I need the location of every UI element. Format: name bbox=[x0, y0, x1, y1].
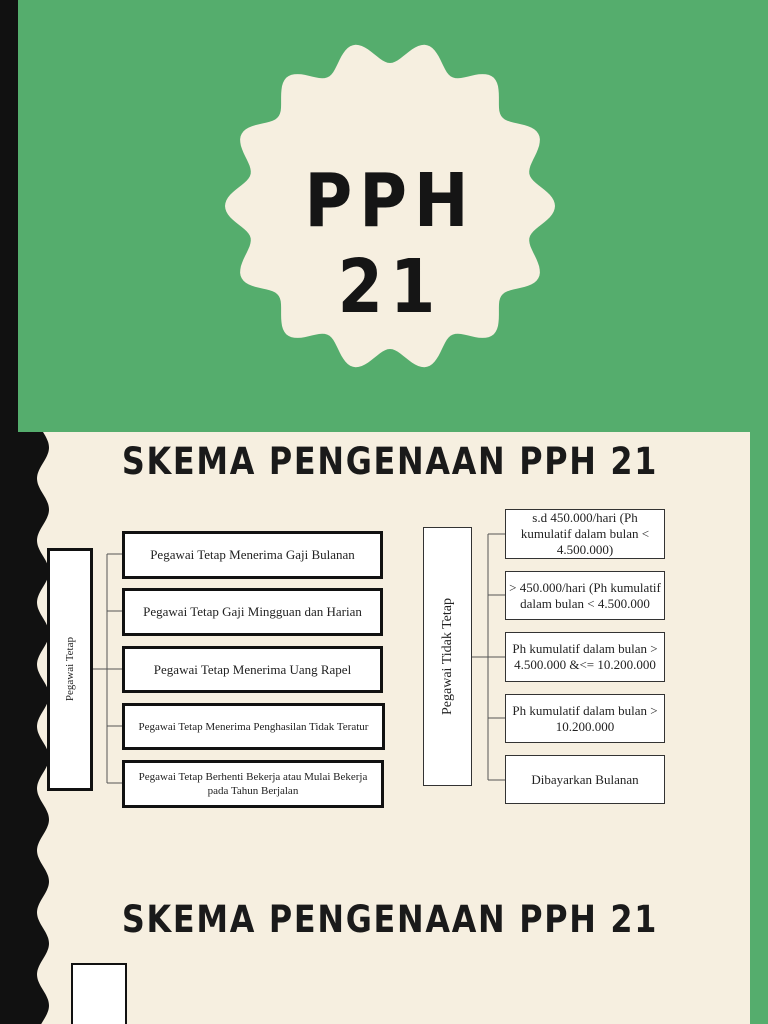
right-item-4 bbox=[505, 694, 665, 743]
scheme-slide-2 bbox=[0, 866, 768, 1024]
right-item-5-text: Dibayarkan Bulanan bbox=[531, 771, 639, 787]
partial-box bbox=[71, 963, 127, 1024]
left-item-1-text: Pegawai Tetap Menerima Gaji Bulanan bbox=[150, 547, 355, 562]
right-item-3-text: Ph kumulatif dalam bulan > 4.500.000 &<= 10.200.000 bbox=[512, 641, 658, 672]
right-item-3 bbox=[505, 632, 665, 682]
pegawai-tidak-tetap-label: Pegawai Tidak Tetap bbox=[439, 598, 455, 715]
pegawai-tetap-node bbox=[47, 548, 93, 791]
scheme-title-2: SKEMA PENGENAAN PPH 21 bbox=[121, 898, 659, 941]
left-item-4-text: Pegawai Tetap Menerima Penghasilan Tidak Teratur bbox=[138, 720, 369, 733]
wavy-left-border-2 bbox=[0, 866, 60, 1024]
left-item-2-text: Pegawai Tetap Gaji Mingguan dan Harian bbox=[143, 604, 362, 619]
right-item-1-text: s.d 450.000/hari (Ph kumulatif dalam bulan < 4.500.000) bbox=[520, 510, 650, 557]
scheme-title: SKEMA PENGENAAN PPH 21 bbox=[121, 440, 659, 483]
left-item-1 bbox=[122, 531, 383, 579]
slide-background-2 bbox=[18, 866, 750, 1024]
right-green-strip-2 bbox=[750, 866, 768, 1024]
right-item-1 bbox=[505, 509, 665, 559]
left-item-2 bbox=[122, 588, 383, 636]
right-item-2-text: > 450.000/hari (Ph kumulatif dalam bulan < 4.500.000 bbox=[509, 579, 661, 611]
right-item-5 bbox=[505, 755, 665, 804]
left-item-5 bbox=[122, 760, 384, 808]
left-item-5-text: Pegawai Tetap Berhenti Bekerja atau Mulai Bekerja pada Tahun Berjalan bbox=[138, 771, 368, 797]
left-item-3 bbox=[122, 646, 383, 693]
pegawai-tetap-label: Pegawai Tetap bbox=[64, 637, 76, 702]
right-item-2 bbox=[505, 571, 665, 620]
left-item-3-text: Pegawai Tetap Menerima Uang Rapel bbox=[153, 661, 352, 677]
pegawai-tidak-tetap-node bbox=[423, 527, 472, 786]
left-item-4 bbox=[122, 703, 385, 750]
right-item-4-text: Ph kumulatif dalam bulan > 10.200.000 bbox=[512, 702, 658, 734]
slide-title: PPH 21 bbox=[304, 158, 476, 330]
